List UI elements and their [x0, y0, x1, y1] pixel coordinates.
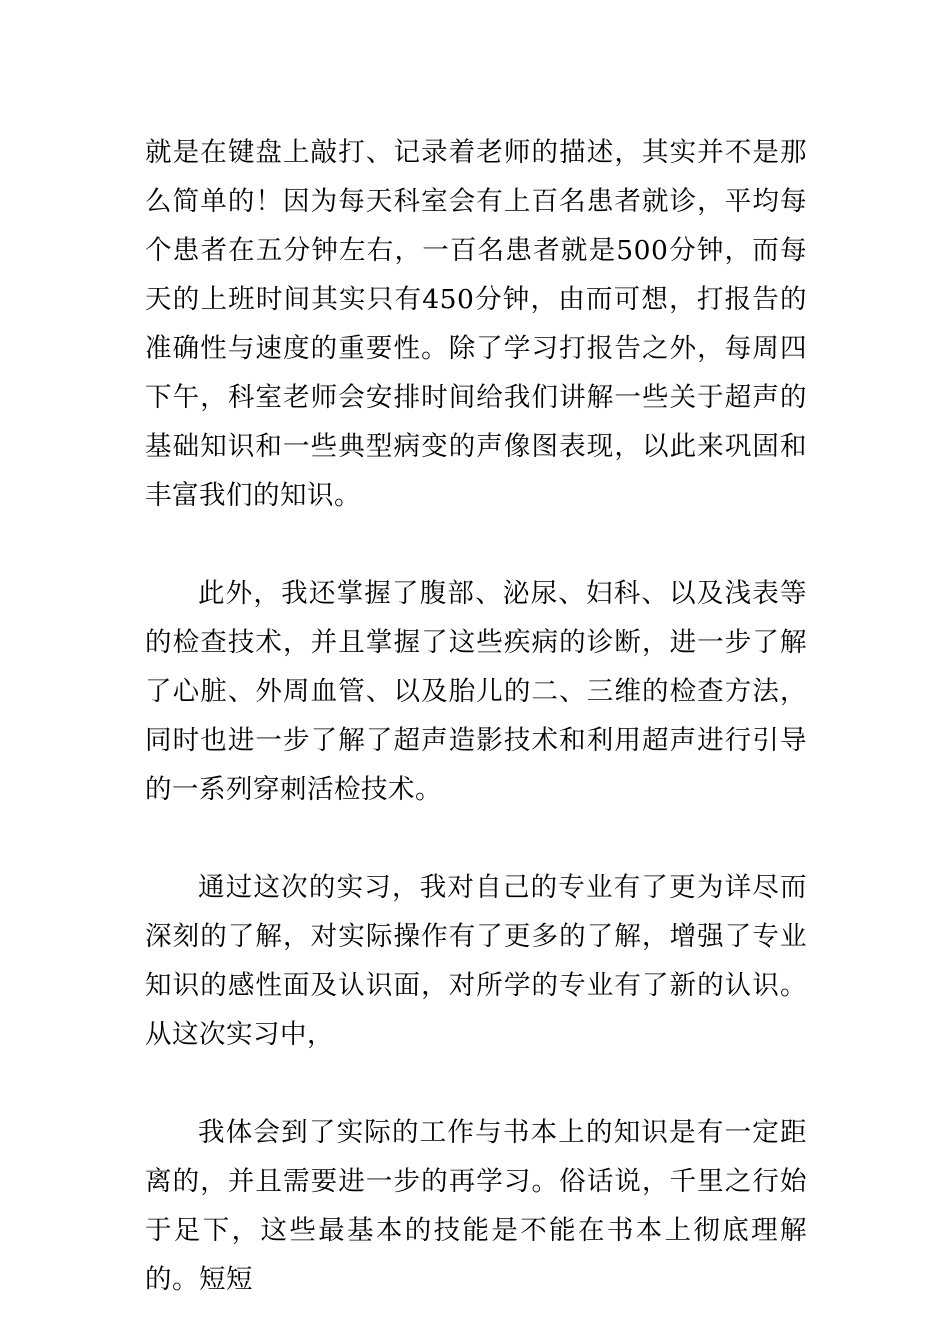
paragraph-3: 通过这次的实习，我对自己的专业有了更为详尽而深刻的了解，对实际操作有了更多的了解，增强了专业知识的感性面及认识面，对所学的专业有了新的认识。从这次实习中， [145, 872, 807, 1050]
paragraph-gap [145, 814, 807, 863]
paragraph-gap [145, 520, 807, 569]
document-page [145, 128, 807, 1304]
paragraph-gap [145, 1059, 807, 1108]
paragraph-1: 就是在键盘上敲打、记录着老师的描述，其实并不是那么简单的！因为每天科室会有上百名患者就诊，平均每个患者在五分钟左右，一百名患者就是500分钟，而每天的上班时间其实只有450分钟，由而可想，打报告的准确性与速度的重要性。除了学习打报告之外，每周四下午，科室老师会安排时间给我们讲解一些关于超声的基础知识和一些典型病变的声像图表现，以此来巩固和丰富我们的知识。 [145, 137, 807, 511]
paragraph-2: 此外，我还掌握了腹部、泌尿、妇科、以及浅表等的检查技术，并且掌握了这些疾病的诊断，进一步了解了心脏、外周血管、以及胎儿的二、三维的检查方法，同时也进一步了解了超声造影技术和利用超声进行引导的一系列穿刺活检技术。 [145, 578, 807, 805]
paragraph-4: 我体会到了实际的工作与书本上的知识是有一定距离的，并且需要进一步的再学习。俗话说，千里之行始于足下，这些最基本的技能是不能在书本上彻底理解的。短短 [145, 1117, 807, 1295]
